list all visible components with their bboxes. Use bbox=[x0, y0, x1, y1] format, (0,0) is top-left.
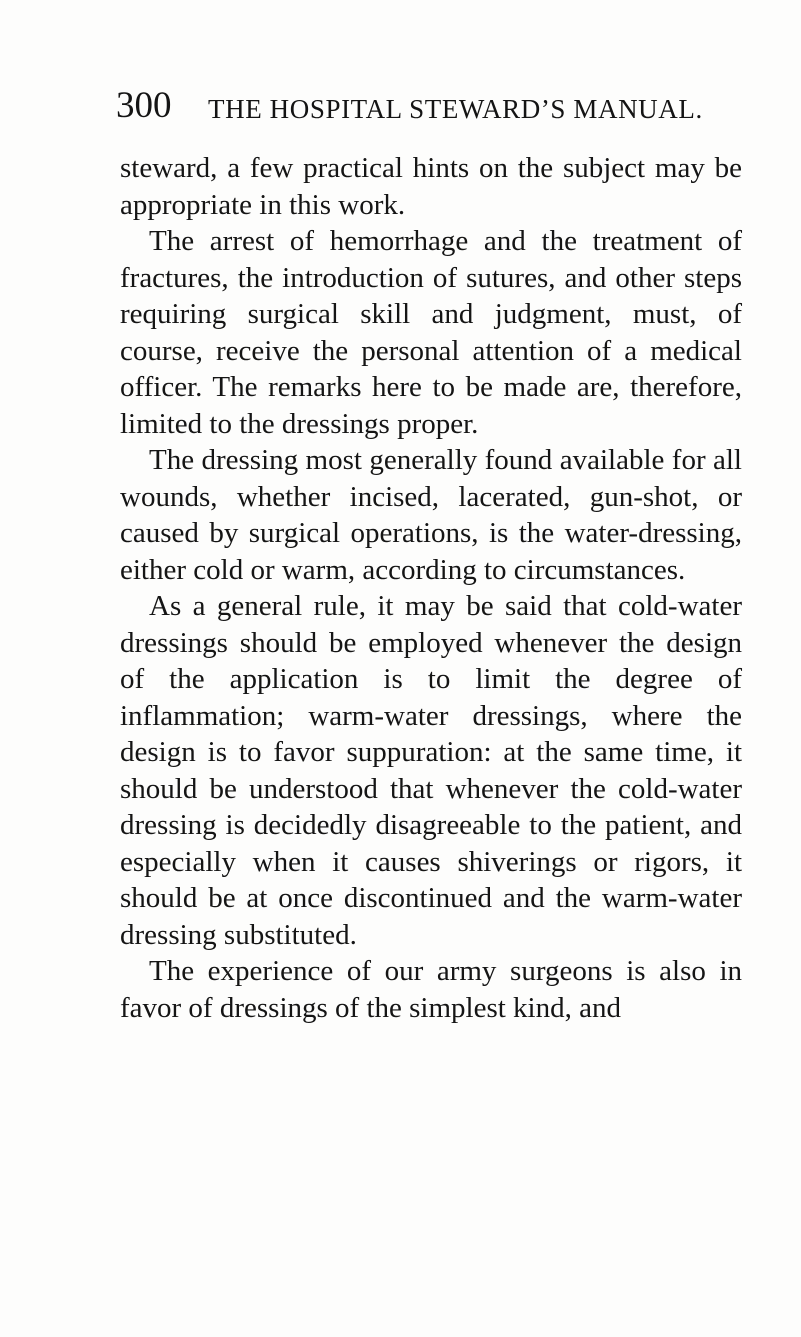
page-number: 300 bbox=[116, 85, 172, 126]
paragraph: The experience of our army surgeons is also in favor of dressings of the simplest kind, and bbox=[120, 955, 742, 1024]
page-header bbox=[116, 86, 756, 130]
paragraph: The dressing most generally found available for all wounds, whether incised, lacerated, gun-shot, or caused by surgical operations, is the water-dressing, either cold or warm, according to circumstances. bbox=[120, 444, 742, 586]
running-head: THE HOSPITAL STEWARD’S MANUAL. bbox=[208, 94, 703, 124]
paragraph-continuation: steward, a few practical hints on the subject may be appropriate in this work. bbox=[120, 152, 742, 221]
paragraph: The arrest of hemorrhage and the treatment of fractures, the introduction of sutures, and other steps requiring surgical skill and judgment, must, of course, receive the personal attention of a medical officer. The remarks here to be made are, therefore, limited to the dressings proper. bbox=[120, 225, 742, 440]
paragraph: As a general rule, it may be said that cold-water dressings should be employed whenever the design of the application is to limit the degree of inflammation; warm-water dressings, where the design is to favor suppuration: at the same time, it should be understood that whenever the cold-water dressing is decidedly disagreeable to the patient, and especially when it causes shiverings or rigors, it should be at once discontinued and the warm-water dressing substituted. bbox=[120, 590, 742, 951]
body-text bbox=[120, 150, 742, 1026]
